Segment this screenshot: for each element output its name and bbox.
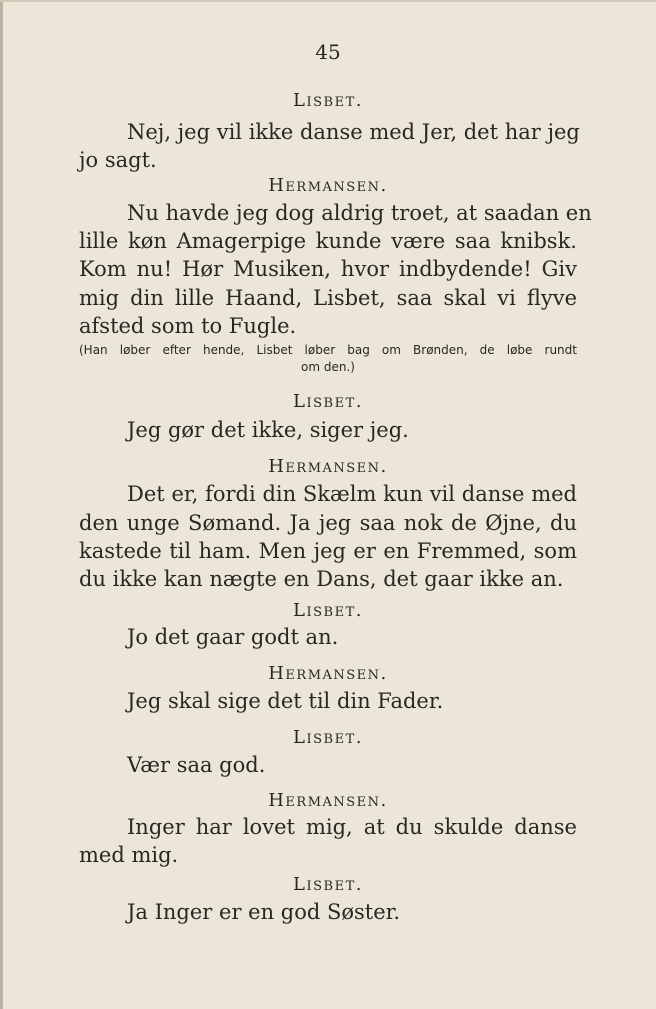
speaker-heading: Lisbet. [293,391,363,412]
speaker-heading: Lisbet. [293,600,363,621]
dialogue-line: med mig. [79,843,179,867]
page-number: 45 [315,40,341,64]
dialogue-line: Det er, fordi din Skælm kun vil danse med [127,482,577,506]
speaker-heading: Lisbet. [293,874,363,895]
stage-direction: om den.) [301,360,355,374]
speaker-heading: Lisbet. [293,90,363,111]
dialogue-line: den unge Sømand. Ja jeg saa nok de Øjne, du [79,511,577,535]
dialogue-line: du ikke kan nægte en Dans, det gaar ikke an. [79,567,564,591]
speaker-heading: Lisbet. [293,727,363,748]
speaker-heading: Hermansen. [268,663,388,684]
dialogue-line: Jeg gør det ikke, siger jeg. [127,418,409,442]
dialogue-line: Nej, jeg vil ikke danse med Jer, det har jeg [127,120,580,144]
speaker-heading: Hermansen. [268,790,388,811]
dialogue-line: mig din lille Haand, Lisbet, saa skal vi flyve [79,286,577,310]
dialogue-line: Inger har lovet mig, at du skulde danse [127,815,577,839]
dialogue-line: lille køn Amagerpige kunde være saa knibsk. [79,229,577,253]
stage-direction: (Han løber efter hende, Lisbet løber bag om Brønden, de løbe rundt [79,343,577,357]
dialogue-line: Nu havde jeg dog aldrig troet, at saadan en [127,201,592,225]
speaker-heading: Hermansen. [268,456,388,477]
dialogue-line: Ja Inger er en god Søster. [127,900,401,924]
page-left-edge [0,0,3,1009]
page-top-edge [0,0,656,2]
dialogue-line: kastede til ham. Men jeg er en Fremmed, som [79,539,577,563]
dialogue-line: afsted som to Fugle. [79,314,297,338]
dialogue-line: Jo det gaar godt an. [127,625,339,649]
dialogue-line: Kom nu! Hør Musiken, hvor indbydende! Giv [79,257,577,281]
speaker-heading: Hermansen. [268,175,388,196]
dialogue-line: Jeg skal sige det til din Fader. [127,689,444,713]
dialogue-line: jo sagt. [79,148,157,172]
dialogue-line: Vær saa god. [127,753,266,777]
